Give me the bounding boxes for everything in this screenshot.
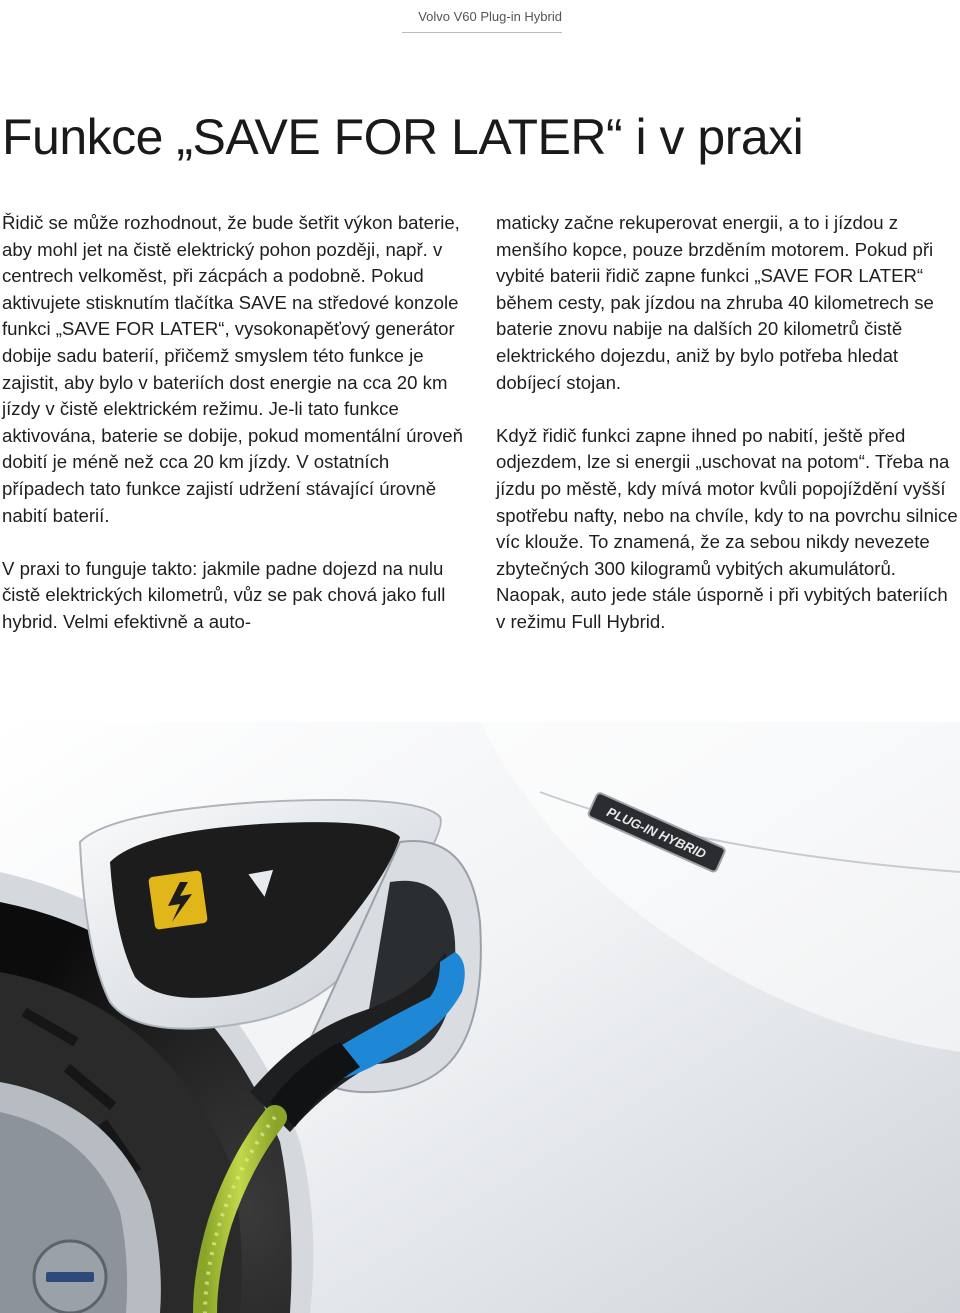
charging-photo [0,722,960,1313]
text-column-left [2,210,464,662]
paragraph: Když řidič funkci zapne ihned po nabití, ještě před odjezdem, lze si energii „uschovat na potom“. Třeba na jízdu po městě, kdy mívá motor kvůli popojíždění vyšší spotřebu nafty, nebo na chvíle, kdy to na povrchu silnice víc klouže. To znamená, že za sebou nikdy nevezete zbytečných 300 kilogramů vybitých akumulátorů. Naopak, auto jede stále úsporně i při vybitých bateriích v režimu Full Hybrid. [496,424,958,632]
charging-illustration [0,722,960,1313]
page-title: Funkce „SAVE FOR LATER“ i v praxi [2,109,804,165]
paragraph: Řidič se může rozhodnout, že bude šetřit výkon baterie, aby mohl jet na čistě elektrický pohon později, např. v centrech velkoměst, při zácpách a podobně. Pokud aktivujete stisknutím tlačítka SAVE na středové konzole funkci „SAVE FOR LATER“, vysokonapěťový generátor dobije sadu baterií, přičemž smyslem této funkce je zajistit, aby bylo v bateriích dost energie na cca 20 km jízdy v čistě elektrickém režimu. Je-li tato funkce aktivována, baterie se dobije, pokud momentální úroveň dobití je méně než cca 20 km jízdy. V ostatních případech tato funkce zajistí udržení stávající úrovně nabití baterií. [2,212,463,526]
svg-text:PLUG-IN HYBRID: PLUG-IN HYBRID [604,804,709,862]
paragraph: V praxi to funguje takto: jakmile padne dojezd na nulu čistě elektrických kilometrů, vůz se pak chová jako full hybrid. Velmi efektivně a auto- [2,557,446,632]
header-label: Volvo V60 Plug-in Hybrid [402,9,562,33]
paragraph: maticky začne rekuperovat energii, a to i jízdou z menšího kopce, pouze brzděním motorem. Pokud při vybité baterii řidič zapne funkci „SAVE FOR LATER“ během cesty, pak jízdou na zhruba 40 kilometrech se baterie znovu nabije na dalších 20 kilometrů čistě elektrického dojezdu, aniž by bylo potřeba hledat dobíjecí stojan. [496,212,934,393]
text-column-right [496,210,958,662]
